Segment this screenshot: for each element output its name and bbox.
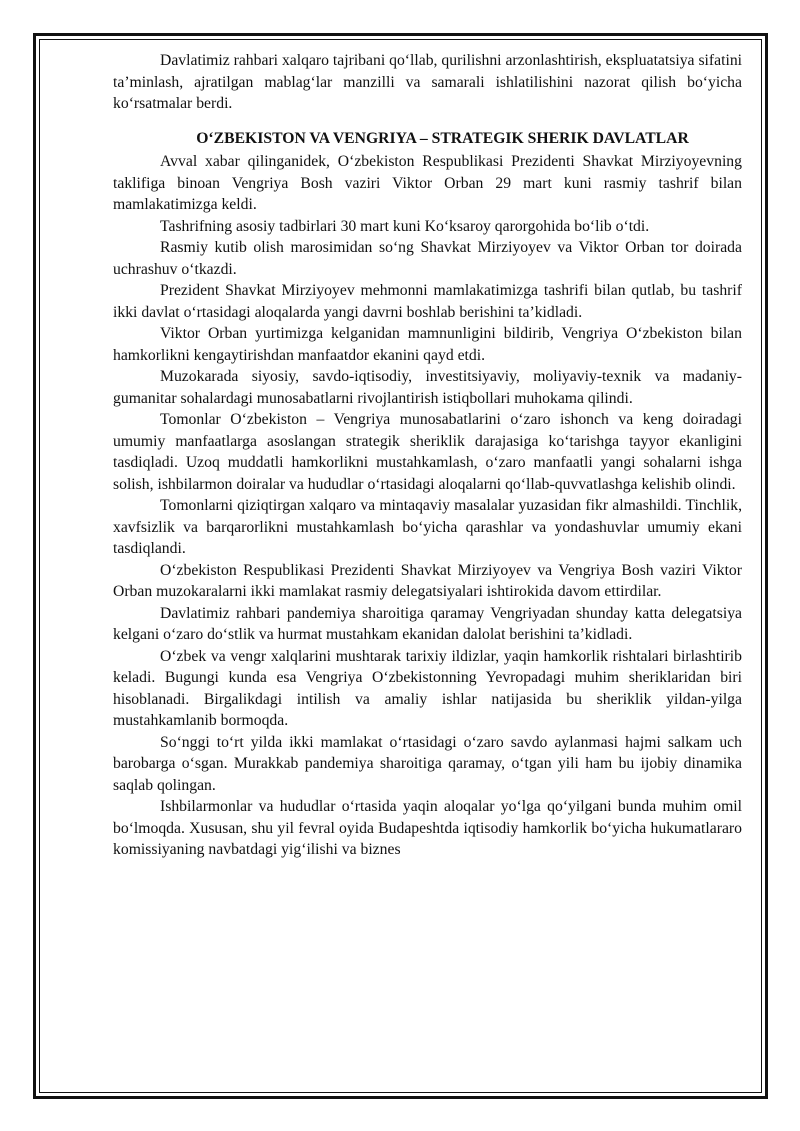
paragraph: Rasmiy kutib olish marosimidan so‘ng Shavkat Mirziyoyev va Viktor Orban tor doirada uchrashuv o‘tkazdi. [113, 239, 742, 278]
paragraph: O‘zbekiston Respublikasi Prezidenti Shavkat Mirziyoyev va Vengriya Bosh vaziri Viktor Orban muzokaralarni ikki mamlakat rasmiy delegatsiyalari ishtirokida davom ettirdilar. [113, 561, 742, 600]
document-body [113, 50, 742, 861]
paragraph: Muzokarada siyosiy, savdo-iqtisodiy, investitsiyaviy, moliyaviy-texnik va madaniy-gumanitar sohalardagi munosabatlarni rivojlantirish istiqbollari muhokama qilindi. [113, 368, 742, 407]
paragraph: O‘zbek va vengr xalqlarini mushtarak tarixiy ildizlar, yaqin hamkorlik rishtalari birlashtirib keladi. Bugungi kunda esa Vengriya O‘zbekistonning Yevropadagi muhim sheriklaridan biri hisoblanadi. Birgalikdagi intilish va amaliy ishlar natijasida bu sheriklik yildan-yilga mustahkamlanib bormoqda. [113, 647, 742, 729]
paragraph: Tomonlarni qiziqtirgan xalqaro va mintaqaviy masalalar yuzasidan fikr almashildi. Tinchlik, xavfsizlik va barqarorlikni mustahkamlash bo‘yicha qarashlar va yondashuvlar umumiy ekani tasdiqlandi. [113, 497, 742, 557]
section-heading: O‘ZBEKISTON VA VENGRIYA – STRATEGIK SHERIK DAVLATLAR [196, 129, 689, 147]
paragraph: So‘nggi to‘rt yilda ikki mamlakat o‘rtasidagi o‘zaro savdo aylanmasi hajmi salkam uch barobarga o‘sgan. Murakkab pandemiya sharoitiga qaramay, o‘tgan yili ham bu ijobiy dinamika saqlab qolingan. [113, 733, 742, 794]
paragraph: Davlatimiz rahbari pandemiya sharoitiga qaramay Vengriyadan shunday katta delegatsiya kelgani o‘zaro do‘stlik va hurmat mustahkam ekanidan dalolat berishini ta’kidladi. [113, 604, 742, 643]
paragraph: Tomonlar O‘zbekiston – Vengriya munosabatlarini o‘zaro ishonch va keng doiradagi umumiy manfaatlarga asoslangan strategik sheriklik darajasiga ko‘tarishga tayyor ekanligini tasdiqladi. Uzoq muddatli hamkorlikni mustahkamlash, o‘zaro manfaatli yangi sohalarni ishga solish, ishbilarmon doiralar va hududlar o‘rtasidagi aloqalarni qo‘llab-quvvatlashga kelishib olindi. [113, 411, 742, 493]
intro-paragraph: Davlatimiz rahbari xalqaro tajribani qo‘llab, qurilishni arzonlashtirish, ekspluatatsiya sifatini ta’minlash, ajratilgan mablag‘lar manzilli va samarali ishlatilishini nazorat qilish bo‘yicha ko‘rsatmalar berdi. [113, 52, 743, 112]
paragraph: Tashrifning asosiy tadbirlari 30 mart kuni Ko‘ksaroy qarorgohida bo‘lib o‘tdi. [160, 217, 650, 235]
paragraph: Viktor Orban yurtimizga kelganidan mamnunligini bildirib, Vengriya O‘zbekiston bilan hamkorlikni kengaytirishdan manfaatdor ekanini qayd etdi. [113, 325, 742, 364]
paragraph: Prezident Shavkat Mirziyoyev mehmonni mamlakatimizga tashrifi bilan qutlab, bu tashrif ikki davlat o‘rtasidagi aloqalarda yangi davrni boshlab berishini ta’kidladi. [113, 282, 742, 321]
paragraph: Avval xabar qilinganidek, O‘zbekiston Respublikasi Prezidenti Shavkat Mirziyoyevning taklifiga binoan Vengriya Bosh vaziri Viktor Orban 29 mart kuni rasmiy tashrif bilan mamlakatimizga keldi. [113, 153, 742, 213]
paragraph: Ishbilarmonlar va hududlar o‘rtasida yaqin aloqalar yo‘lga qo‘yilgani bunda muhim omil bo‘lmoqda. Xususan, shu yil fevral oyida Budapeshtda iqtisodiy hamkorlik bo‘yicha hukumatlararo komissiyaning navbatdagi yig‘ilishi va biznes [113, 798, 742, 858]
